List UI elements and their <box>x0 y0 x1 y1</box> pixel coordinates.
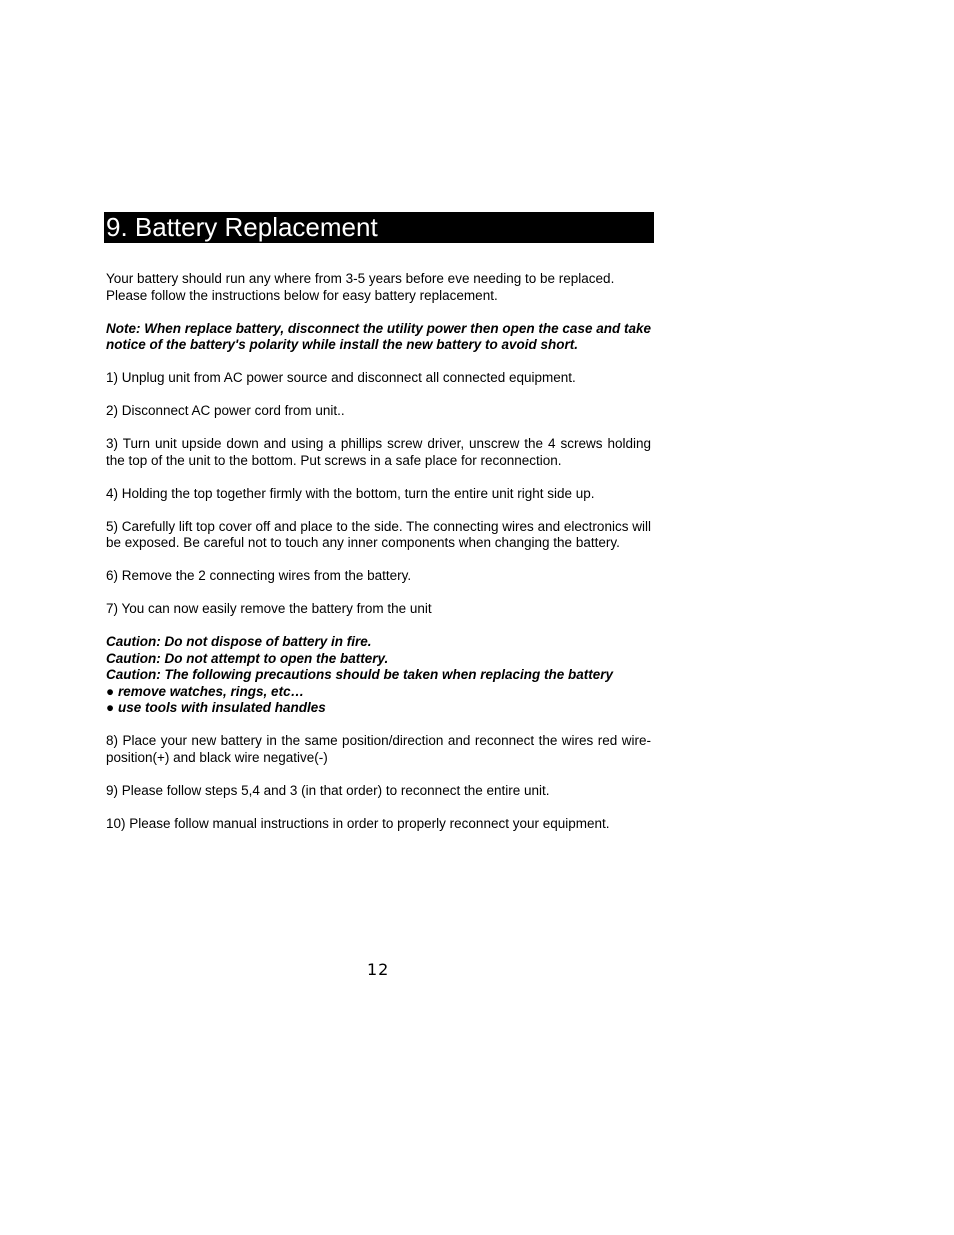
precaution-text: use tools with insulated handles <box>118 700 326 715</box>
intro-paragraph: Your battery should run any where from 3-5 years before eve needing to be replaced. Please follow the instructions below for easy battery replacement. <box>106 271 615 303</box>
step-3: 3) Turn unit upside down and using a phillips screw driver, unscrew the 4 screws holding the top of the unit to the bottom. Put screws in a safe place for reconnection. <box>106 436 651 468</box>
caution-line: Caution: Do not attempt to open the battery. <box>106 650 389 666</box>
step-9: 9) Please follow steps 5,4 and 3 (in that order) to reconnect the entire unit. <box>106 782 550 798</box>
step-8: 8) Place your new battery in the same position/direction and reconnect the wires red wire-position(+) and black wire negative(-) <box>106 733 651 765</box>
bullet-icon: ● <box>106 700 115 715</box>
caution-line: Caution: Do not dispose of battery in fire. <box>106 634 372 649</box>
bullet-icon: ● <box>106 683 115 699</box>
step-6: 6) Remove the 2 connecting wires from the battery. <box>106 568 412 583</box>
step-10: 10) Please follow manual instructions in order to properly reconnect your equipment. <box>106 815 610 831</box>
note-paragraph: Note: When replace battery, disconnect the utility power then open the case and take notice of the battery's polarity while install the new battery to avoid short. <box>106 320 651 352</box>
caution-block <box>106 634 651 717</box>
precaution-item <box>106 684 651 701</box>
caution-line: Caution: The following precautions should be taken when replacing the battery <box>106 667 614 682</box>
section-title: 9. Battery Replacement <box>104 212 654 243</box>
step-4: 4) Holding the top together firmly with the bottom, turn the entire unit right side up. <box>106 485 595 501</box>
step-7: 7) You can now easily remove the battery from the unit <box>106 601 432 616</box>
step-2: 2) Disconnect AC power cord from unit.. <box>106 403 345 418</box>
step-5: 5) Carefully lift top cover off and place to the side. The connecting wires and electronics will be exposed. Be careful not to touch any inner components when changing the battery. <box>106 518 651 550</box>
precaution-item <box>106 700 651 717</box>
precaution-text: remove watches, rings, etc… <box>118 683 305 699</box>
page-number: 12 <box>367 960 390 979</box>
document-body <box>106 271 651 849</box>
step-1: 1) Unplug unit from AC power source and disconnect all connected equipment. <box>106 370 576 385</box>
